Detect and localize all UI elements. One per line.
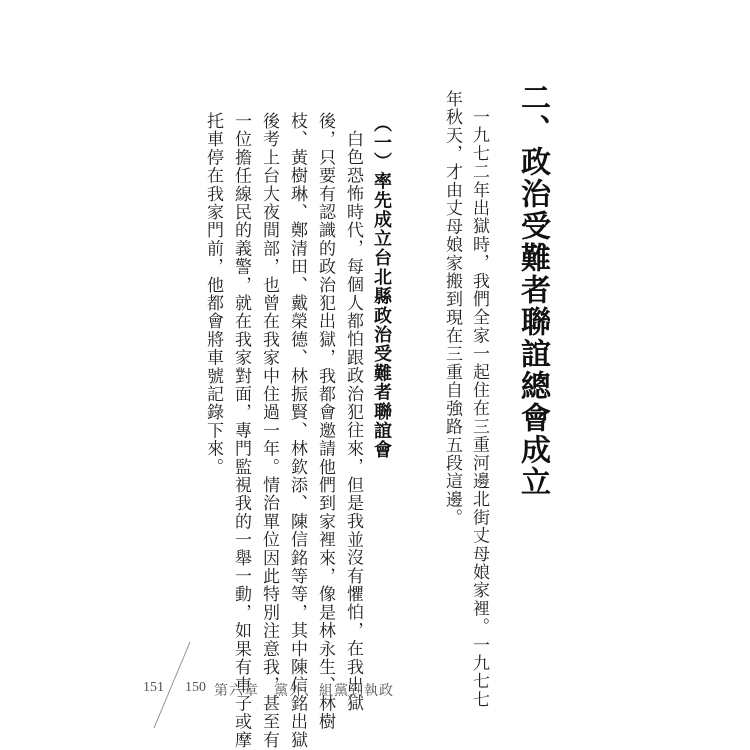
running-header-chapter: 第六章 黨外、組黨到執政 xyxy=(214,684,394,699)
body-line: 托車停在我家門前，他都會將車號記錄下來。 xyxy=(203,112,223,476)
body-line: 年秋天，才由丈母娘家搬到現在三重自強路五段這邊。 xyxy=(442,90,462,527)
body-line: 枝、黃樹琳、鄭清田、戴榮德、林振賢、林欽添、陳信銘等等，其中陳信銘出獄 xyxy=(287,112,307,749)
body-line: 一九七二年出獄時，我們全家一起住在三重河邊北街丈母娘家裡。一九七七 xyxy=(469,108,489,709)
body-line: 一位擔任線民的義警，就在我家對面，專門監視我的一舉一動，如果有車子或摩 xyxy=(231,112,251,749)
page-number-left: 151 xyxy=(143,680,164,695)
body-line: 白色恐怖時代，每個人都怕跟政治犯往來，但是我並沒有懼怕，在我出獄 xyxy=(343,130,363,713)
subsection-heading: （一）率先成立台北縣政治受難者聯誼會 xyxy=(371,114,392,460)
page-number-right: 150 xyxy=(185,680,206,695)
body-line: 後，只要有認識的政治犯出獄，我都會邀請他們到家裡來，像是林永生、林樹 xyxy=(315,112,335,731)
section-heading: 二、政治受難者聯誼總會成立 xyxy=(515,82,550,498)
body-line: 後考上台大夜間部，也曾在我家中住過一年。情治單位因此特別注意我，甚至有 xyxy=(259,112,279,749)
